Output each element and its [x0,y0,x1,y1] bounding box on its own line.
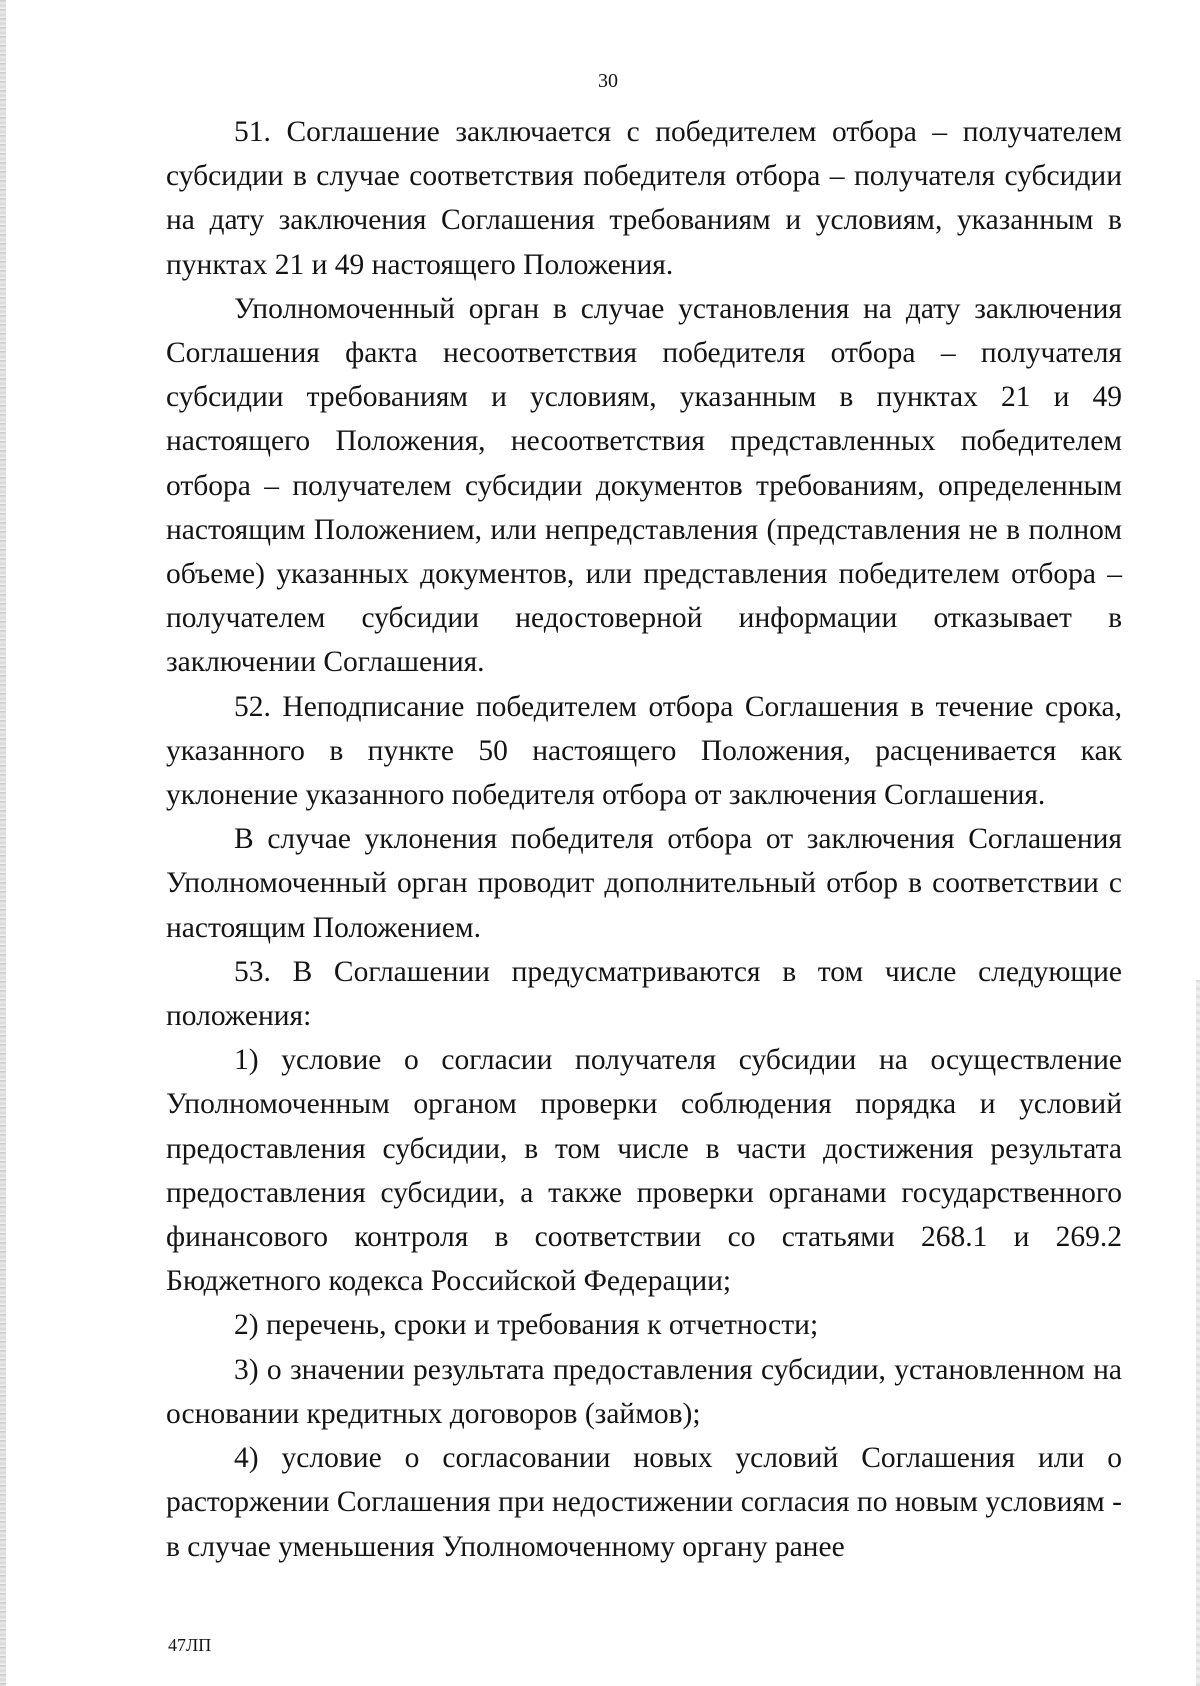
footer-document-code: 47ЛП [168,1635,212,1655]
document-body [166,110,1122,1569]
list-item-4: 4) условие о согласовании новых условий Соглашения или о расторжении Соглашения при недостижении согласия по новым условиям - в случае уменьшения Уполномоченному органу ранее [166,1442,1122,1563]
page-number [0,70,1200,93]
paragraph-51: 51. Соглашение заключается с победителем отбора – получателем субсидии в случае соответствия победителя отбора – получателя субсидии на дату заключения Соглашения требованиям и условиям, указанным в пунктах 21 и 49 настоящего Положения. [166,116,1122,281]
paragraph-evasion-case: В случае уклонения победителя отбора от заключения Соглашения Уполномоченный орган проводит дополнительный отбор в соответствии с настоящим Положением. [166,823,1122,944]
list-item-1: 1) условие о согласии получателя субсидии на осуществление Уполномоченным органом проверки соблюдения порядка и условий предоставления субсидии, в том числе в части достижения результата предоставления субсидии, а также проверки органами государственного финансового контроля в соответствии со статьями 268.1 и 269.2 Бюджетного кодекса Российской Федерации; [166,1044,1122,1298]
list-item-2: 2) перечень, сроки и требования к отчетности; [234,1309,819,1342]
paragraph-authorized-body-refusal: Уполномоченный орган в случае установления на дату заключения Соглашения факта несоответствия победителя отбора – получателя субсидии требованиям и условиям, указанным в пунктах 21 и 49 настоящего Положения, несоответствия представленных победителем отбора – получателем субсидии документов требованиям, определенным настоящим Положением, или непредставления (представления не в полном объеме) указанных документов, или представления победителем отбора – получателем субсидии недостоверной информации отказывает в заключении Соглашения. [166,292,1122,679]
scan-edge-left [0,0,6,1686]
paragraph-52: 52. Неподписание победителем отбора Соглашения в течение срока, указанного в пункте 50 настоящего Положения, расценивается как уклонение указанного победителя отбора от заключения Соглашения. [166,690,1122,812]
list-item-3: 3) о значении результата предоставления субсидии, установленном на основании кредитных договоров (займов); [166,1353,1122,1430]
page-number-text: 30 [598,70,618,92]
scan-edge-right [1196,980,1200,1686]
paragraph-53: 53. В Соглашении предусматриваются в том числе следующие положения: [166,955,1122,1033]
